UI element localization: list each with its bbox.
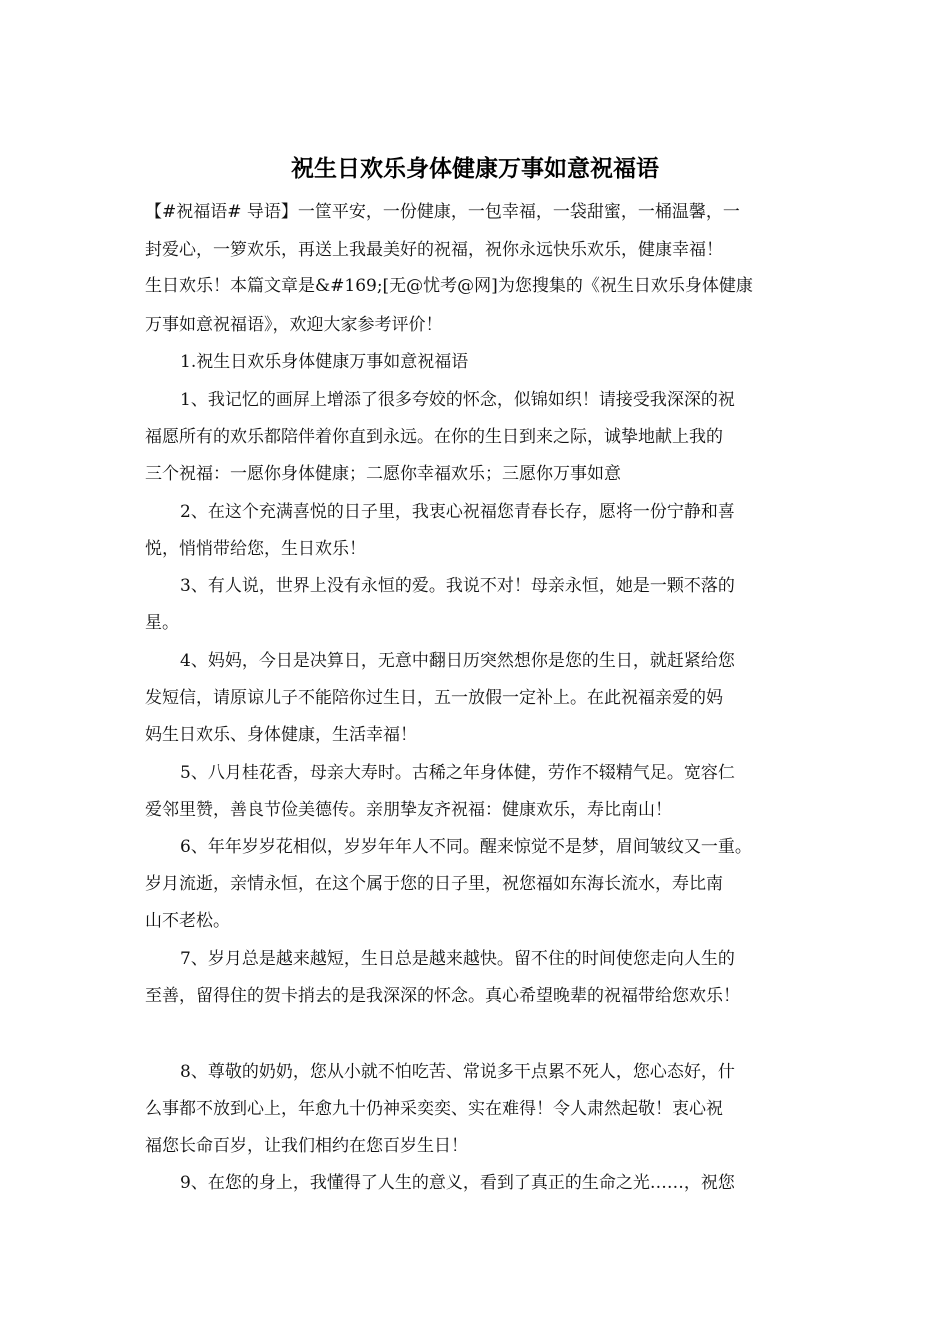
wish-1-line-3: 三个祝福：一愿你身体健康；二愿你幸福欢乐；三愿你万事如意 (145, 464, 621, 484)
wish-8-line-1: 8、尊敬的奶奶，您从小就不怕吃苦、常说多干点累不死人，您心态好，什 (180, 1062, 735, 1082)
wish-2-line-1: 2、在这个充满喜悦的日子里，我衷心祝福您青春长存，愿将一份宁静和喜 (180, 502, 735, 522)
intro-line-2: 封爱心，一箩欢乐，再送上我最美好的祝福，祝你永远快乐欢乐，健康幸福！ (145, 240, 723, 260)
wish-2-line-2: 悦，悄悄带给您，生日欢乐！ (145, 539, 366, 559)
wish-1-line-2: 福愿所有的欢乐都陪伴着你直到永远。在你的生日到来之际，诚挚地献上我的 (145, 427, 723, 447)
wish-4-line-2: 发短信，请原谅儿子不能陪你过生日，五一放假一定补上。在此祝福亲爱的妈 (145, 688, 723, 708)
wish-4-line-3: 妈生日欢乐、身体健康，生活幸福！ (145, 725, 417, 745)
wish-3-line-1: 3、有人说，世界上没有永恒的爱。我说不对！母亲永恒，她是一颗不落的 (180, 576, 735, 596)
wish-5-line-2: 爱邻里赞，善良节俭美德传。亲朋挚友齐祝福：健康欢乐，寿比南山！ (145, 800, 672, 820)
section-heading: 1.祝生日欢乐身体健康万事如意祝福语 (180, 352, 469, 372)
intro-line-4: 万事如意祝福语》，欢迎大家参考评价！ (145, 315, 443, 335)
wish-1-line-1: 1、我记忆的画屏上增添了很多夸姣的怀念，似锦如织！请接受我深深的祝 (180, 390, 735, 410)
wish-6-line-2: 岁月流逝，亲情永恒，在这个属于您的日子里，祝您福如东海长流水，寿比南 (145, 874, 723, 894)
intro-line-1: 【#祝福语# 导语】一筐平安，一份健康，一包幸福，一袋甜蜜，一桶温馨，一 (145, 202, 740, 222)
wish-8-line-3: 福您长命百岁，让我们相约在您百岁生日！ (145, 1136, 468, 1156)
wish-7-line-2: 至善，留得住的贺卡捎去的是我深深的怀念。真心希望晚辈的祝福带给您欢乐！ (145, 986, 740, 1006)
wish-6-line-1: 6、年年岁岁花相似，岁岁年年人不同。醒来惊觉不是梦，眉间皱纹又一重。 (180, 837, 752, 857)
wish-4-line-1: 4、妈妈，今日是决算日，无意中翻日历突然想你是您的生日，就赶紧给您 (180, 651, 735, 671)
intro-line-3: 生日欢乐！本篇文章是&#169;[无@忧考@网]为您搜集的《祝生日欢乐身体健康 (145, 276, 753, 296)
wish-7-line-1: 7、岁月总是越来越短，生日总是越来越快。留不住的时间使您走向人生的 (180, 949, 735, 969)
wish-5-line-1: 5、八月桂花香，母亲大寿时。古稀之年身体健，劳作不辍精气足。宽容仁 (180, 763, 735, 783)
wish-8-line-2: 么事都不放到心上，年愈九十仍神采奕奕、实在难得！令人肃然起敬！衷心祝 (145, 1099, 723, 1119)
wish-6-line-3: 山不老松。 (145, 911, 230, 931)
wish-9-line-1: 9、在您的身上，我懂得了人生的意义，看到了真正的生命之光……，祝您 (180, 1173, 735, 1193)
document-title: 祝生日欢乐身体健康万事如意祝福语 (291, 156, 659, 182)
wish-3-line-2: 星。 (145, 613, 179, 633)
